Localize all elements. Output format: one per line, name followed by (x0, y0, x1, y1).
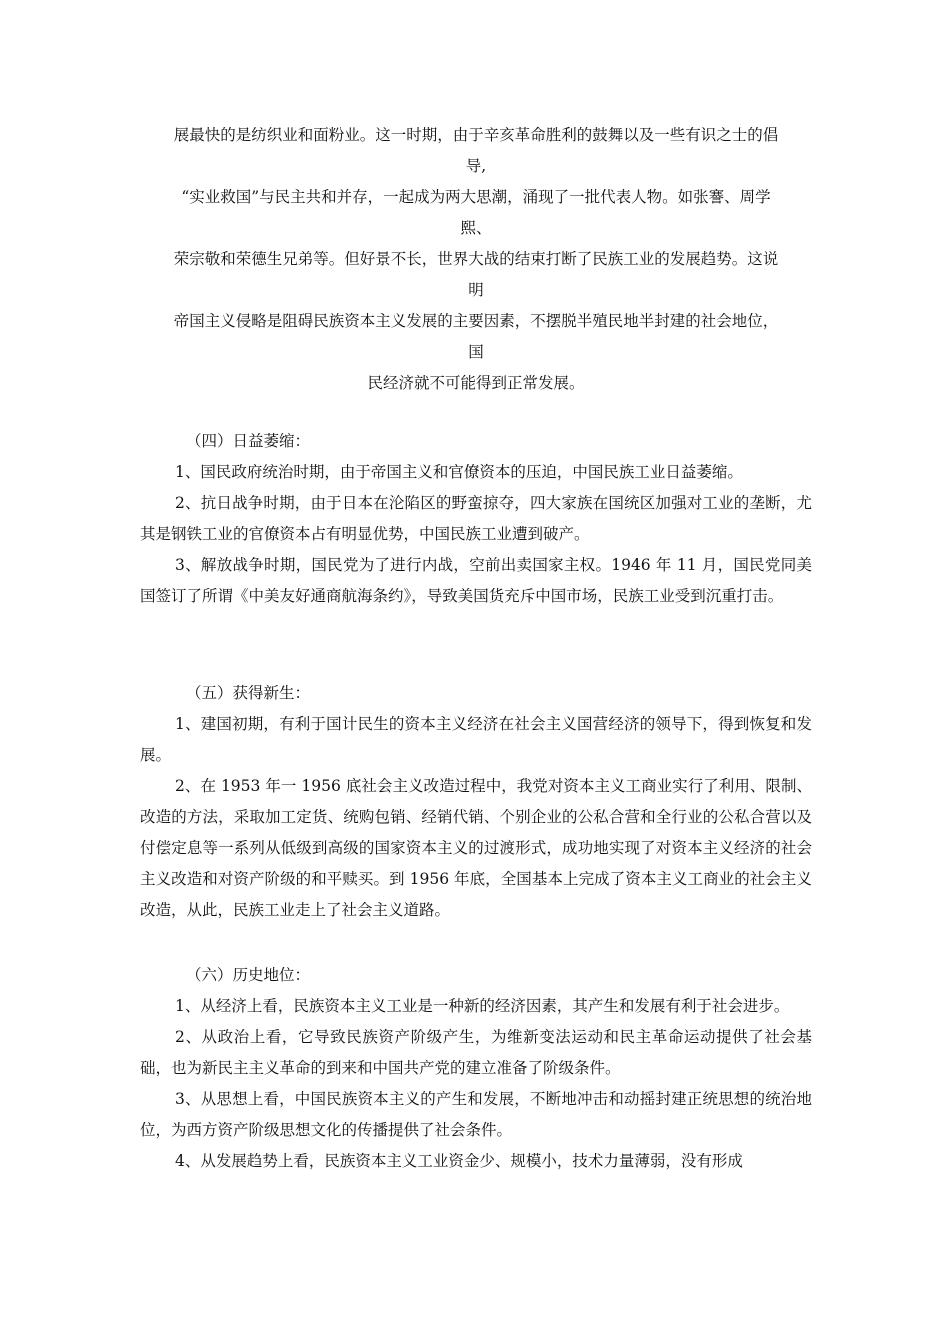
intro-line: 导, (465, 157, 487, 175)
paragraph: 2、抗日战争时期，由于日本在沦陷区的野蛮掠夺，四大家族在国统区加强对工业的垄断，尤其是钢铁工业的官僚资本占有明显优势，中国民族工业遭到破产。 (140, 494, 812, 543)
intro-line: 明 (468, 281, 484, 299)
intro-line: 帝国主义侵略是阻碍民族资本主义发展的主要因素，不摆脱半殖民地半封建的社会地位， (173, 312, 779, 330)
section-heading: （四）日益萎缩： (186, 432, 311, 450)
section-decline (140, 426, 812, 612)
section-heading: （五）获得新生： (186, 684, 311, 702)
intro-line: 展最快的是纺织业和面粉业。这一时期，由于辛亥革命胜利的鼓舞以及一些有识之士的倡 (173, 126, 779, 144)
paragraph: 1、国民政府统治时期，由于帝国主义和官僚资本的压迫，中国民族工业日益萎缩。 (175, 463, 743, 481)
paragraph: 3、解放战争时期，国民党为了进行内战，空前出卖国家主权。1946 年 11 月，国民党同美国签订了所谓《中美友好通商航海条约》，导致美国货充斥中国市场，民族工业受到沉重打击。 (140, 556, 812, 605)
paragraph: 4、从发展趋势上看，民族资本主义工业资金少、规模小，技术力量薄弱，没有形成 (175, 1152, 743, 1170)
intro-line: 熙、 (460, 219, 492, 237)
intro-line: 民经济就不可能得到正常发展。 (367, 374, 585, 392)
paragraph: 1、建国初期，有利于国计民生的资本主义经济在社会主义国营经济的领导下，得到恢复和发展。 (140, 715, 812, 764)
section-rebirth (140, 678, 812, 926)
paragraph: 2、从政治上看，它导致民族资产阶级产生，为维新变法运动和民主革命运动提供了社会基础，也为新民主主义革命的到来和中国共产党的建立准备了阶级条件。 (140, 1028, 812, 1077)
section-heading: （六）历史地位： (186, 966, 311, 984)
section-historical-status (140, 960, 812, 1177)
intro-line: 荣宗敬和荣德生兄弟等。但好景不长，世界大战的结束打断了民族工业的发展趋势。这说 (173, 250, 779, 268)
intro-line: 国 (468, 343, 484, 361)
paragraph: 1、从经济上看，民族资本主义工业是一种新的经济因素，其产生和发展有利于社会进步。 (175, 997, 790, 1015)
intro-block (140, 120, 812, 399)
intro-line: “实业救国”与民主共和并存，一起成为两大思潮，涌现了一批代表人物。如张謇、周学 (181, 188, 771, 206)
paragraph: 3、从思想上看，中国民族资本主义的产生和发展，不断地冲击和动摇封建正统思想的统治地位，为西方资产阶级思想文化的传播提供了社会条件。 (140, 1090, 812, 1139)
paragraph: 2、在 1953 年一 1956 底社会主义改造过程中，我党对资本主义工商业实行了利用、限制、改造的方法，采取加工定货、统购包销、经销代销、个别企业的公私合营和全行业的公私合营以及付偿定息等一系列从低级到高级的国家资本主义的过渡形式，成功地实现了对资本主义经济的社会主义改造和对资产阶级的和平赎买。到 1956 年底，全国基本上完成了资本主义工商业的社会主义改造，从此，民族工业走上了社会主义道路。 (140, 777, 812, 919)
